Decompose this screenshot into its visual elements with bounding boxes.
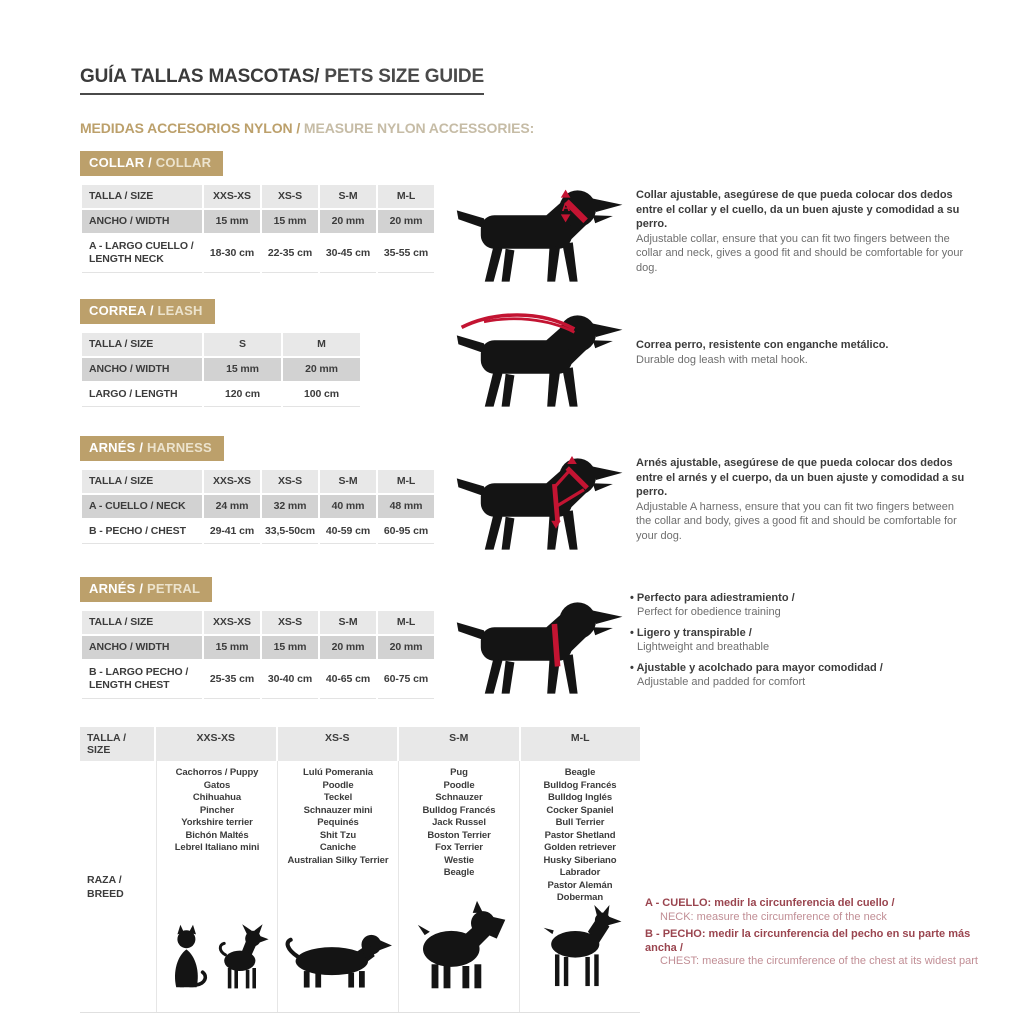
svg-text:A: A — [561, 200, 571, 215]
table-cell: XXS-XS — [203, 610, 261, 635]
doberman-icon — [525, 905, 635, 991]
table-cell: 15 mm — [203, 209, 261, 234]
leash-badge — [80, 299, 215, 324]
table-cell: XS-S — [261, 184, 319, 209]
petral-size-table — [80, 609, 436, 699]
breed-item: Schnauzer mini — [303, 804, 373, 816]
table-cell: 15 mm — [203, 635, 261, 660]
table-cell: ANCHO / WIDTH — [81, 635, 203, 660]
breed-item: Yorkshire terrier — [181, 817, 253, 828]
breed-list — [544, 767, 617, 905]
table-row — [81, 494, 435, 519]
collar-badge-en: COLLAR — [151, 155, 212, 170]
table-cell: 29-41 cm — [203, 519, 261, 544]
breed-list — [423, 767, 496, 880]
table-row — [81, 209, 435, 234]
table-row — [81, 660, 435, 698]
table-cell: S-M — [319, 184, 377, 209]
table-cell: 33,5-50cm — [261, 519, 319, 544]
harness-badge-es: ARNÉS / — [89, 440, 144, 455]
harness-badge-en: HARNESS — [143, 440, 212, 455]
table-cell: S-M — [319, 469, 377, 494]
breed-item: Australian Silky Terrier — [287, 854, 389, 866]
breed-item: Poodle — [443, 779, 475, 791]
table-cell: B - PECHO / CHEST — [81, 519, 203, 544]
table-cell: XS-S — [261, 469, 319, 494]
page-subtitle — [80, 120, 534, 138]
leash-badge-en: LEASH — [153, 303, 203, 318]
page-title-underline — [80, 66, 484, 95]
table-cell: XXS-XS — [203, 469, 261, 494]
cat-and-chihuahua-icon — [163, 922, 271, 990]
table-row — [81, 234, 435, 272]
table-cell: 60-95 cm — [377, 519, 435, 544]
petral-bullet-en: Perfect for obedience training — [637, 606, 781, 618]
table-row — [81, 357, 361, 382]
breed-list — [288, 767, 389, 867]
measurement-notes — [645, 897, 995, 973]
table-cell: M-L — [377, 610, 435, 635]
breed-head-cell: TALLA / SIZE — [80, 727, 156, 761]
table-cell: 18-30 cm — [203, 234, 261, 272]
breed-column-m-l — [519, 761, 640, 1012]
petral-bullet — [630, 661, 960, 689]
breed-head-cell: XXS-XS — [156, 727, 278, 761]
page-title — [80, 66, 484, 95]
breed-item: Pincher — [199, 804, 235, 816]
table-cell: ANCHO / WIDTH — [81, 357, 203, 382]
harness-size-table — [80, 468, 436, 544]
table-cell: 20 mm — [319, 209, 377, 234]
table-cell: 100 cm — [282, 382, 361, 407]
note-chest-es: B - PECHO: medir la circunferencia del pecho en su parte más ancha / — [645, 928, 971, 954]
breed-column-s-m — [398, 761, 519, 1012]
breed-column-xs-s — [277, 761, 398, 1012]
petral-badge-en: PETRAL — [143, 581, 201, 596]
leash-desc-es: Correa perro, resistente con enganche metálico. — [636, 339, 889, 351]
collar-desc-en: Adjustable collar, ensure that you can fit two fingers between the collar and neck, gives a good fit and should be comfortable for your dog. — [636, 232, 964, 274]
table-cell: XXS-XS — [203, 184, 261, 209]
table-cell: 20 mm — [377, 635, 435, 660]
harness-badge — [80, 436, 224, 461]
leash-size-table — [80, 331, 362, 407]
schnauzer-icon — [411, 894, 507, 990]
table-cell: 15 mm — [203, 357, 282, 382]
table-cell: M-L — [377, 469, 435, 494]
table-row — [81, 382, 361, 407]
dog-with-leash-icon — [452, 305, 628, 417]
breed-item: Fox Terrier — [435, 842, 483, 853]
table-row — [81, 610, 435, 635]
table-cell: 15 mm — [261, 209, 319, 234]
table-cell: TALLA / SIZE — [81, 610, 203, 635]
breed-item: Chihuahua — [192, 792, 242, 803]
table-cell: S-M — [319, 610, 377, 635]
table-cell: 40-65 cm — [319, 660, 377, 698]
breed-item: Golden retriever — [544, 842, 616, 853]
petral-bullet-es: • Ligero y transpirable / — [630, 626, 960, 640]
collar-badge — [80, 151, 223, 176]
collar-size-table — [80, 183, 436, 273]
breed-item: Bull Terrier — [555, 817, 605, 828]
breed-item: Husky Siberiano — [543, 854, 617, 866]
breed-table-body — [80, 761, 640, 1013]
breed-item: Schnauzer — [435, 792, 483, 803]
dog-with-collar-icon — [452, 180, 628, 292]
breed-table-header — [80, 727, 640, 761]
breed-item: Lebrel Italiano mini — [174, 842, 260, 853]
table-cell: ANCHO / WIDTH — [81, 209, 203, 234]
table-cell: 24 mm — [203, 494, 261, 519]
breed-item: Teckel — [323, 792, 353, 803]
table-cell: M — [282, 332, 361, 357]
collar-description — [636, 188, 968, 275]
note-neck-en: NECK: measure the circumference of the neck — [660, 910, 887, 923]
table-cell: M-L — [377, 184, 435, 209]
table-cell: LARGO / LENGTH — [81, 382, 203, 407]
table-cell: 40 mm — [319, 494, 377, 519]
table-cell: TALLA / SIZE — [81, 184, 203, 209]
table-cell: A - CUELLO / NECK — [81, 494, 203, 519]
table-cell: 32 mm — [261, 494, 319, 519]
table-cell: 40-59 cm — [319, 519, 377, 544]
breed-row-label: RAZA / BREED — [87, 873, 124, 900]
dog-with-chest-strap-icon — [452, 592, 628, 704]
breed-item: Bulldog Francés — [543, 779, 617, 791]
breed-item: Gatos — [203, 779, 231, 791]
breed-head-cell: XS-S — [278, 727, 400, 761]
breed-item: Cocker Spaniel — [546, 804, 614, 816]
table-cell: TALLA / SIZE — [81, 469, 203, 494]
dachshund-icon — [282, 920, 394, 990]
breed-item: Poodle — [322, 779, 354, 791]
page-subtitle-en: MEASURE NYLON ACCESSORIES: — [303, 120, 535, 136]
note-chest-en: CHEST: measure the circumference of the chest at its widest part — [660, 955, 978, 967]
breed-item: Westie — [444, 854, 474, 866]
table-cell: 20 mm — [282, 357, 361, 382]
petral-badge — [80, 577, 212, 602]
table-row — [81, 635, 435, 660]
breed-item: Jack Russel — [432, 817, 486, 828]
table-cell: 60-75 cm — [377, 660, 435, 698]
petral-bullet-en: Adjustable and padded for comfort — [637, 676, 806, 688]
page-title-en: PETS SIZE GUIDE — [319, 66, 484, 87]
table-cell: 120 cm — [203, 382, 282, 407]
table-cell: 15 mm — [261, 635, 319, 660]
harness-desc-en: Adjustable A harness, ensure that you can fit two fingers between the collar and body, gives a good fit and should be comfortable for your dog. — [636, 500, 957, 542]
breed-head-cell: S-M — [399, 727, 521, 761]
breed-column-xxs-xs — [156, 761, 277, 1012]
petral-bullet-es: • Perfecto para adiestramiento / — [630, 591, 960, 605]
table-cell: 30-40 cm — [261, 660, 319, 698]
table-cell: 48 mm — [377, 494, 435, 519]
petral-badge-es: ARNÉS / — [89, 581, 144, 596]
petral-bullet-en: Lightweight and breathable — [637, 641, 770, 653]
breed-item: Caniche — [319, 842, 357, 853]
petral-bullet — [630, 626, 960, 654]
breed-item: Bulldog Francés — [422, 804, 496, 816]
breed-item: Pastor Alemán — [547, 879, 613, 891]
breed-item: Boston Terrier — [427, 829, 491, 841]
table-row — [81, 332, 361, 357]
dog-with-harness-icon — [452, 448, 628, 560]
leash-desc-en: Durable dog leash with metal hook. — [636, 353, 808, 366]
leash-description — [636, 338, 968, 367]
note-neck-es: A - CUELLO: medir la circunferencia del cuello / — [645, 897, 895, 909]
harness-description — [636, 456, 968, 543]
breed-item: Lulú Pomerania — [303, 767, 373, 778]
breed-item: Doberman — [556, 892, 604, 903]
harness-desc-es: Arnés ajustable, asegúrese de que pueda colocar dos dedos entre el arnés y el cuerpo, da un buen ajuste y comodidad a su perro. — [636, 457, 965, 498]
table-cell: 25-35 cm — [203, 660, 261, 698]
table-cell: TALLA / SIZE — [81, 332, 203, 357]
collar-badge-es: COLLAR / — [89, 155, 152, 170]
breed-head-cell: M-L — [521, 727, 641, 761]
breed-item: Pequinés — [317, 817, 359, 828]
breed-item: Bulldog Inglés — [547, 792, 613, 803]
table-cell: 35-55 cm — [377, 234, 435, 272]
leash-badge-es: CORREA / — [89, 303, 154, 318]
breed-item: Labrador — [559, 867, 601, 878]
petral-bullet — [630, 591, 960, 619]
breed-item: Beagle — [564, 767, 596, 778]
page-title-es: GUÍA TALLAS MASCOTAS/ — [80, 66, 320, 87]
breed-size-table — [80, 727, 640, 1013]
table-row — [81, 519, 435, 544]
table-cell: 30-45 cm — [319, 234, 377, 272]
breed-list — [175, 767, 260, 855]
table-cell: 20 mm — [319, 635, 377, 660]
table-cell: A - LARGO CUELLO / LENGTH NECK — [81, 234, 203, 272]
page-subtitle-es: MEDIDAS ACCESORIOS NYLON / — [80, 120, 304, 136]
petral-bullet-es: • Ajustable y acolchado para mayor comodidad / — [630, 661, 960, 675]
table-cell: XS-S — [261, 610, 319, 635]
breed-item: Cachorros / Puppy — [175, 767, 259, 778]
table-row — [81, 469, 435, 494]
breed-item: Bichón Maltés — [185, 829, 249, 841]
breed-item: Shit Tzu — [319, 829, 357, 841]
table-cell: B - LARGO PECHO / LENGTH CHEST — [81, 660, 203, 698]
petral-feature-list — [630, 591, 960, 696]
table-cell: 20 mm — [377, 209, 435, 234]
table-row — [81, 184, 435, 209]
table-cell: S — [203, 332, 282, 357]
table-cell: 22-35 cm — [261, 234, 319, 272]
breed-item: Pastor Shetland — [544, 829, 616, 841]
breed-item: Pug — [450, 767, 468, 778]
collar-desc-es: Collar ajustable, asegúrese de que pueda colocar dos dedos entre el collar y el cuello, da un buen ajuste y comodidad a su perro. — [636, 189, 960, 230]
breed-item: Beagle — [443, 867, 475, 878]
